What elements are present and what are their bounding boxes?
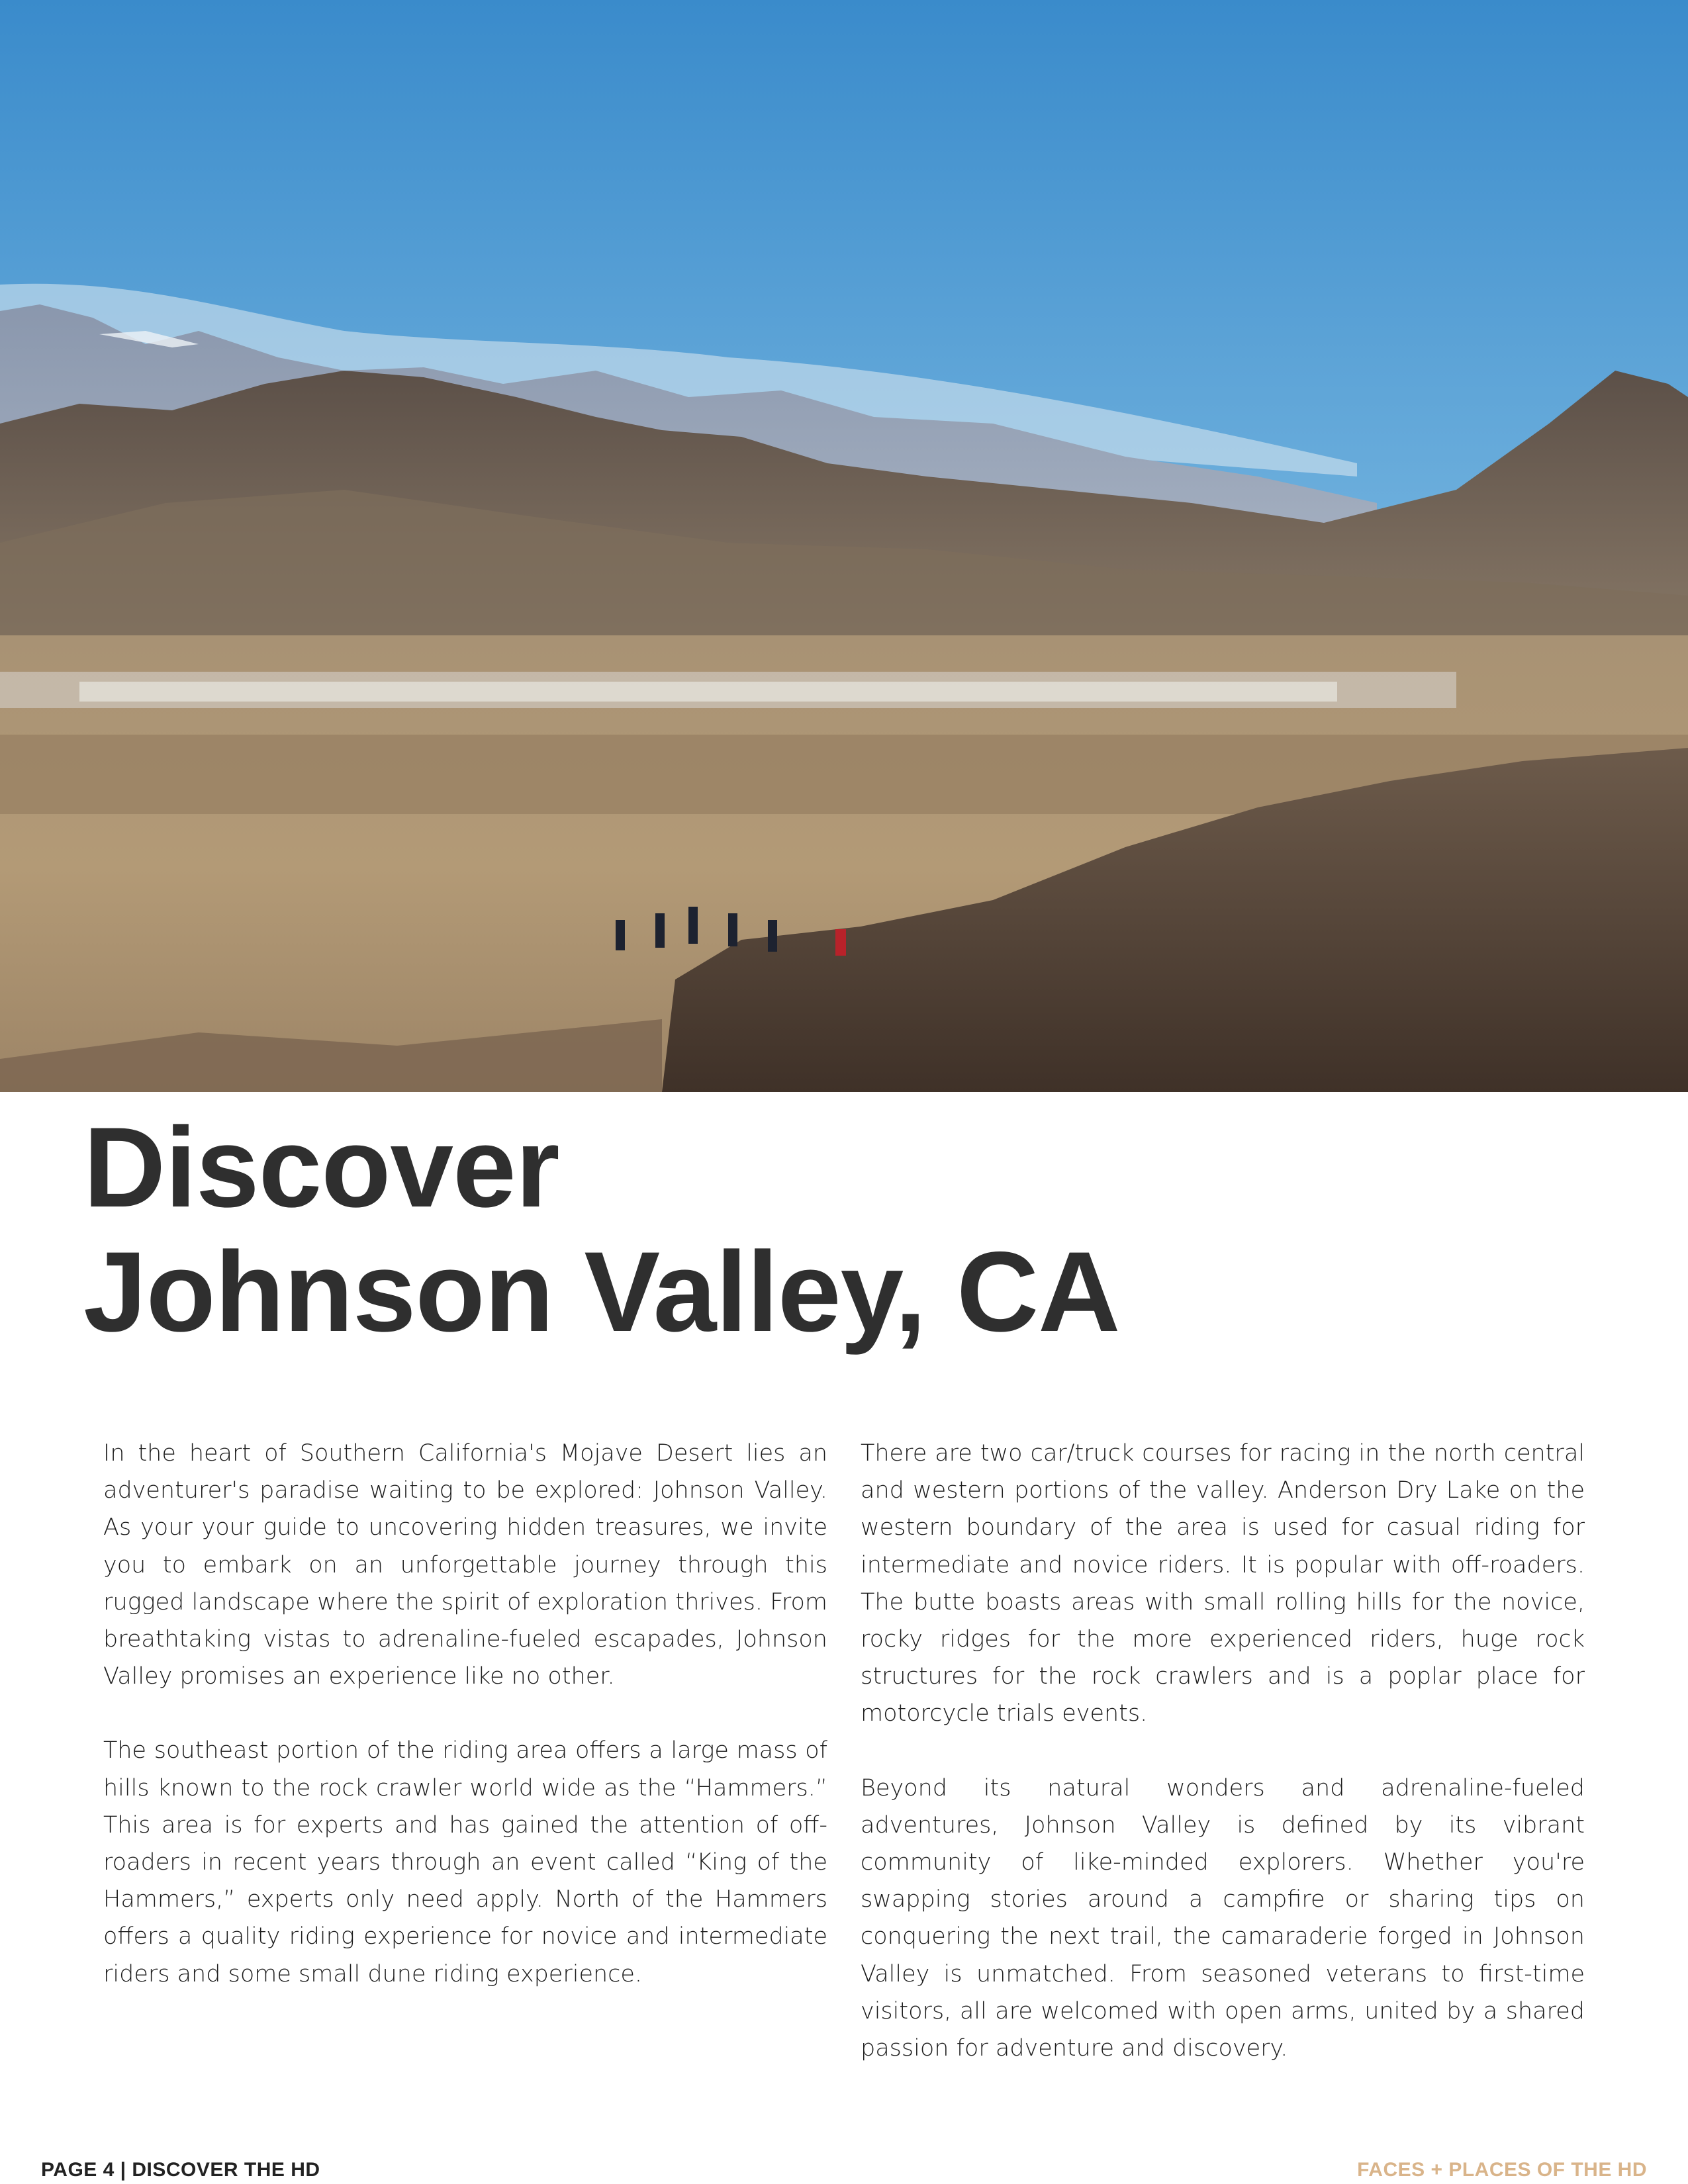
paragraph: The southeast portion of the riding area offers a large mass of hills known to the rock crawler world wide as the “Hammers.” This area is for experts and has gained the attention of off-roaders in recent years through an event called “King of the Hammers,” experts only need apply. North of the Hammers offers a quality riding experience for novice and intermediate riders and some small dune riding experience. bbox=[103, 1737, 827, 1987]
left-column bbox=[103, 1435, 827, 2030]
paragraph: Beyond its natural wonders and adrenaline-fueled adventures, Johnson Valley is defined by its vibrant community of like-minded explorers. Whether you're swapping stories around a campfire or sharing tips on conquering the next trail, the camaraderie forged in Johnson Valley is unmatched. From seasoned veterans to first-time visitors, all are welcomed with open arms, united by a shared passion for adventure and discovery. bbox=[861, 1774, 1585, 2062]
footer-section-label: FACES + PLACES OF THE HD bbox=[1357, 2159, 1647, 2181]
paragraph: In the heart of Southern California's Mojave Desert lies an adventurer's paradise waiting to be explored: Johnson Valley. As your your guide to uncovering hidden treasures, we invite you to embark on an unforgettable journey through this rugged landscape where the spirit of exploration thrives. From breathtaking vistas to adrenaline-fueled escapades, Johnson Valley promises an experience like no other. bbox=[103, 1440, 827, 1690]
footer-page-label: PAGE 4 | DISCOVER THE HD bbox=[41, 2159, 320, 2181]
right-column bbox=[861, 1435, 1585, 2104]
article-title bbox=[83, 1105, 1606, 1354]
paragraph: There are two car/truck courses for racing in the north central and western portions of the valley. Anderson Dry Lake on the western boundary of the area is used for casual riding for intermediate and novice riders. It is popular with off-roaders. The butte boasts areas with small rolling hills for the novice, rocky ridges for the more experienced riders, huge rock structures for the rock crawlers and is a poplar place for motorcycle trials events. bbox=[861, 1440, 1585, 1727]
title-line-1: Discover bbox=[83, 1104, 559, 1231]
title-line-2: Johnson Valley, CA bbox=[83, 1228, 1120, 1355]
